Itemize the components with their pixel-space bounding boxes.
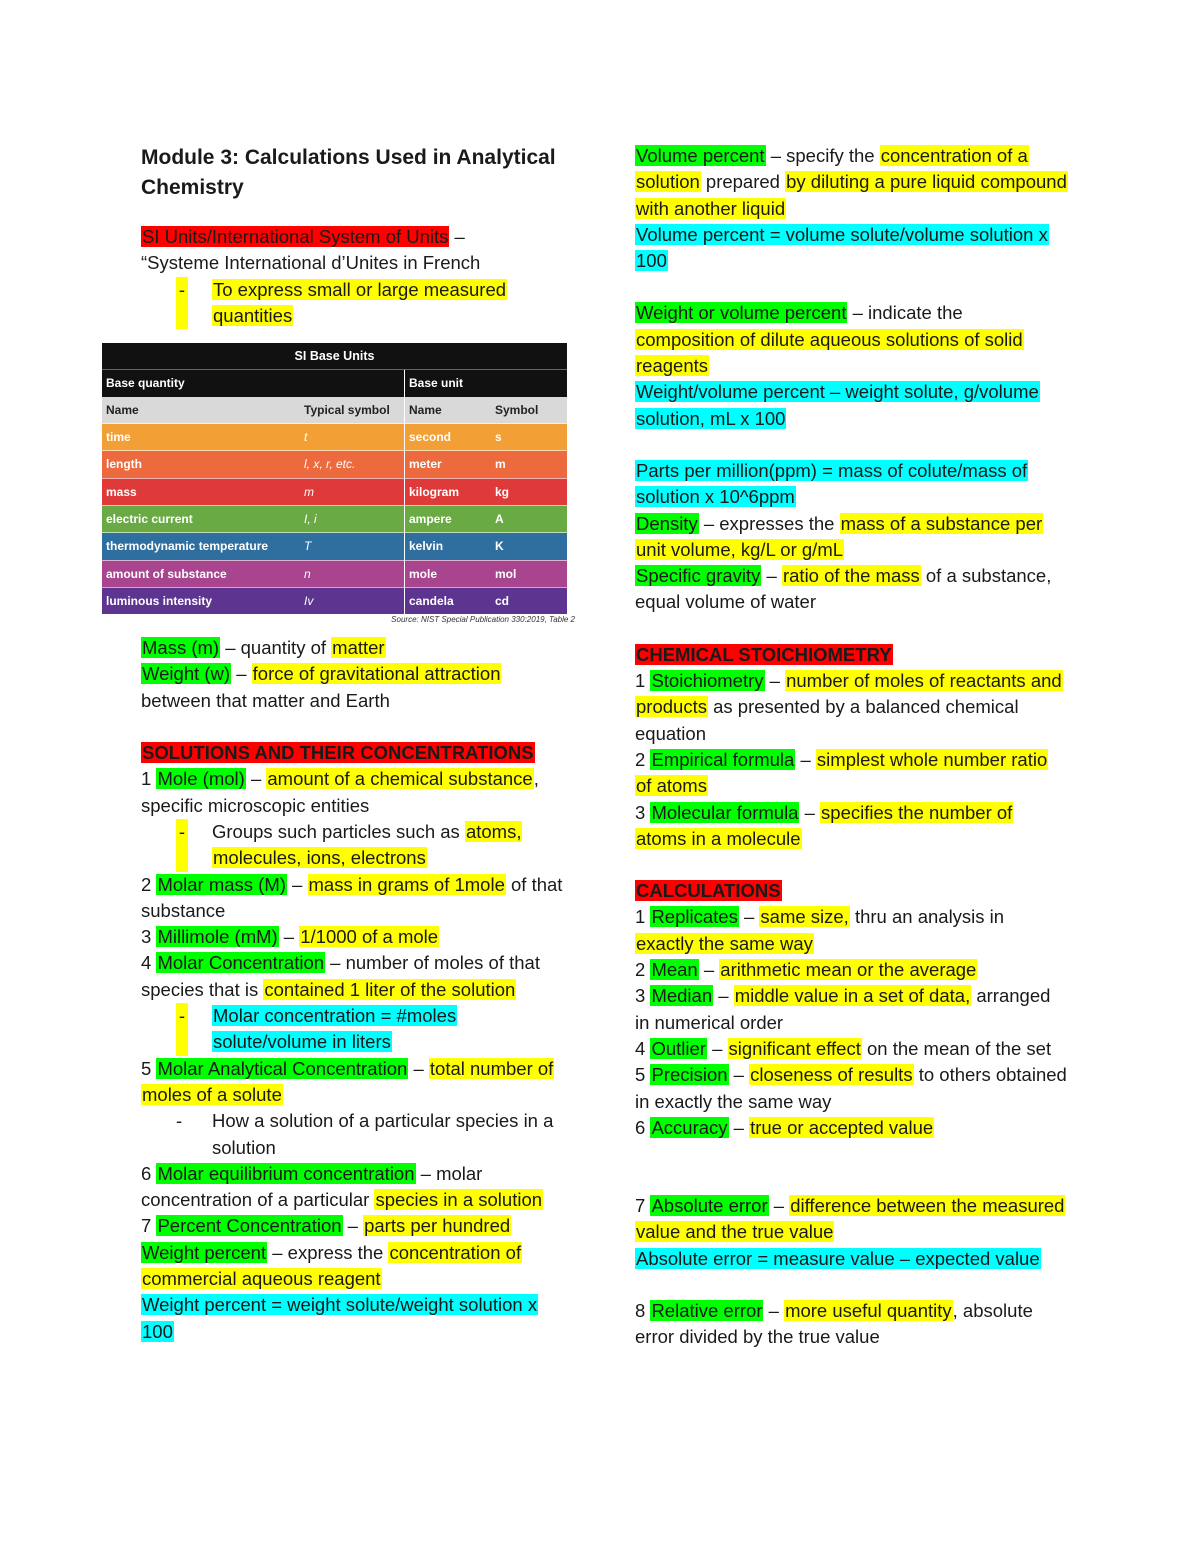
quantity-cell: thermodynamic temperature [102, 533, 300, 560]
table-row [102, 560, 567, 587]
molar-mass-paragraph [141, 872, 571, 925]
bullet-dash: - [176, 1003, 188, 1056]
empirical-formula-term: Empirical formula [651, 748, 795, 770]
molar-concentration-dash: – [325, 952, 346, 974]
accuracy-term: Accuracy [651, 1116, 728, 1138]
table-row [102, 451, 567, 478]
unit-cell: meter [405, 451, 492, 478]
absolute-error-term: Absolute error [651, 1195, 768, 1217]
symbol-cell: m [491, 451, 567, 478]
median-paragraph [635, 983, 1067, 1036]
specific-gravity-highlight: ratio of the mass [782, 565, 920, 587]
molecular-formula-term: Molecular formula [651, 801, 799, 823]
bullet-dash: - [176, 819, 188, 872]
mole-dash: – [245, 768, 267, 790]
ppm-formula-paragraph [635, 458, 1067, 511]
ppm-formula: Parts per million(ppm) = mass of colute/mass of solution x 10^6ppm [636, 459, 1028, 508]
specific-gravity-paragraph [635, 563, 1067, 616]
percent-concentration-term: Percent Concentration [157, 1215, 342, 1237]
replicates-highlight: exactly the same way [636, 932, 813, 954]
density-term: Density [636, 512, 698, 534]
quantity-cell: electric current [102, 505, 300, 532]
density-highlight: mass of a substance per unit volume, kg/L or g/mL [636, 512, 1043, 560]
unit-cell: kelvin [405, 533, 492, 560]
molar-concentration-text: number of moles [345, 952, 484, 974]
molar-concentration-term: Molar Concentration [157, 952, 325, 974]
density-text: – expresses the [698, 512, 840, 534]
volume-percent-highlight: concentration of a solution [636, 145, 1028, 193]
accuracy-paragraph [635, 1115, 1067, 1141]
absolute-error-paragraph [635, 1193, 1067, 1246]
quantity-cell: length [102, 451, 300, 478]
stoichiometry-term: Stoichiometry [651, 670, 764, 692]
precision-highlight: closeness of results [750, 1064, 913, 1086]
mean-highlight: arithmetic mean or the average [720, 959, 977, 981]
relative-error-dash: – [763, 1299, 785, 1321]
stoichiometry-highlight: number of moles of reactants and products [636, 670, 1062, 718]
weight-percent-formula: Weight percent = weight solute/weight solution x 100 [142, 1294, 538, 1342]
weight-percent-formula-paragraph [141, 1292, 571, 1345]
absolute-error-dash: – [768, 1195, 790, 1217]
mass-paragraph [141, 635, 571, 661]
table-column-header: Typical symbol [300, 397, 405, 424]
si-units-term: SI Units/International System of Units [142, 226, 449, 247]
precision-term: Precision [651, 1064, 728, 1086]
volume-percent-formula: Volume percent = volume solute/volume solution x 100 [636, 223, 1048, 272]
weight-percent-highlight: concentration of commercial aqueous reagent [142, 1241, 522, 1289]
median-text: arranged in numerical order [635, 985, 1051, 1033]
precision-dash: – [728, 1064, 750, 1086]
table-column-header: Name [405, 397, 492, 424]
stoichiometry-heading [635, 642, 1067, 668]
replicates-highlight: same size, [760, 906, 849, 928]
molar-analytical-highlight: total number of moles of a solute [142, 1057, 554, 1105]
mean-dash: – [698, 959, 720, 981]
molar-mass-highlight: mass in grams of 1mole [308, 873, 505, 895]
table-column-header: Symbol [491, 397, 567, 424]
empirical-formula-paragraph [635, 747, 1067, 800]
mole-text: , specific microscopic entities [141, 768, 539, 816]
specific-gravity-dash: – [761, 565, 782, 587]
millimole-dash: – [278, 926, 300, 948]
molar-concentration-formula: Molar concentration = #moles solute/volume in liters [213, 1005, 457, 1053]
absolute-error-formula: Absolute error = measure value – expected value [636, 1247, 1040, 1269]
weight-percent-term: Weight percent [142, 1241, 267, 1263]
unit-cell: ampere [405, 505, 492, 532]
outlier-paragraph [635, 1036, 1067, 1062]
molar-concentration-highlight: contained 1 liter of the solution [264, 978, 516, 1000]
mass-term: Mass (m) [142, 637, 220, 659]
table-row [102, 533, 567, 560]
percent-concentration-paragraph [141, 1213, 571, 1239]
precision-text: to others obtained in exactly the same way [635, 1064, 1067, 1112]
volume-percent-text: prepared [700, 171, 786, 193]
volume-percent-text: – specify the [765, 145, 880, 166]
item-number: 3 [635, 985, 651, 1007]
bullet-dash: - [176, 277, 188, 330]
molar-equilibrium-highlight: species in a solution [375, 1189, 543, 1211]
mole-paragraph [141, 766, 571, 819]
bullet-dash: - [176, 1110, 183, 1132]
stoichiometry-text: as presented by a balanced chemical equation [635, 696, 1019, 744]
table-row [102, 478, 567, 505]
item-number: 3 [141, 926, 157, 948]
table-column-header: Name [102, 397, 300, 424]
millimole-paragraph [141, 924, 571, 950]
si-units-paragraph [141, 224, 571, 277]
molar-concentration-bullet [176, 1003, 571, 1056]
mole-highlight: amount of a chemical substance [267, 768, 533, 790]
item-number: 6 [635, 1116, 651, 1138]
mass-text: – quantity of [220, 637, 332, 659]
relative-error-paragraph [635, 1298, 1067, 1351]
molar-analytical-paragraph [141, 1056, 571, 1109]
typical-symbol-cell: T [300, 533, 405, 560]
percent-concentration-highlight: parts per hundred [364, 1215, 511, 1237]
outlier-highlight: significant effect [728, 1037, 861, 1059]
stoichiometry-paragraph [635, 668, 1067, 747]
item-number: 7 [141, 1215, 157, 1237]
median-dash: – [713, 985, 734, 1007]
absolute-error-highlight: difference between the measured value and the true value [636, 1195, 1065, 1243]
table-source: Source: NIST Special Publication 330:2019, Table 2 [391, 615, 575, 625]
outlier-term: Outlier [651, 1037, 706, 1059]
relative-error-highlight: more useful quantity [785, 1299, 952, 1321]
accuracy-highlight: true or accepted value [750, 1116, 934, 1138]
item-number: 5 [141, 1057, 157, 1079]
mole-bullet [176, 819, 571, 872]
molecular-formula-highlight: specifies the number of atoms in a molecule [636, 801, 1013, 849]
symbol-cell: K [491, 533, 567, 560]
absolute-error-formula-paragraph [635, 1246, 1067, 1272]
molar-analytical-bullet-text: How a solution of a particular species in a solution [212, 1110, 554, 1158]
table-row [102, 505, 567, 532]
unit-cell: second [405, 424, 492, 451]
wv-percent-paragraph [635, 300, 1067, 379]
symbol-cell: kg [491, 478, 567, 505]
item-number: 5 [635, 1064, 651, 1086]
table-row [102, 424, 567, 451]
median-term: Median [651, 985, 713, 1007]
item-number: 8 [635, 1299, 651, 1321]
stoichiometry-heading-text: CHEMICAL STOICHIOMETRY [636, 643, 892, 665]
replicates-text: thru an analysis in [849, 906, 1005, 928]
quantity-cell: mass [102, 478, 300, 505]
outlier-text: on the mean of the set [861, 1037, 1052, 1059]
precision-paragraph [635, 1062, 1067, 1115]
volume-percent-formula-paragraph [635, 222, 1067, 275]
weight-highlight: force of gravitational attraction [252, 663, 501, 685]
item-number: 2 [635, 959, 651, 981]
specific-gravity-term: Specific gravity [636, 565, 761, 587]
volume-percent-term: Volume percent [636, 145, 765, 166]
wv-percent-highlight: composition of dilute aqueous solutions of solid reagents [636, 328, 1023, 377]
accuracy-dash: – [728, 1116, 750, 1138]
table-group-header: Base quantity [102, 370, 405, 397]
percent-concentration-dash: – [342, 1215, 364, 1237]
molar-concentration-paragraph [141, 950, 571, 1003]
mole-bullet-highlight: atoms, molecules, ions, electrons [213, 820, 522, 869]
item-number: 2 [635, 748, 651, 770]
left-column [106, 143, 575, 1345]
typical-symbol-cell: Iv [300, 587, 405, 614]
quantity-cell: time [102, 424, 300, 451]
wv-percent-formula: Weight/volume percent – weight solute, g/volume solution, mL x 100 [636, 381, 1039, 429]
molar-analytical-dash: – [408, 1057, 429, 1079]
volume-percent-highlight: by diluting a pure liquid compound with another liquid [636, 171, 1067, 219]
unit-cell: mole [405, 560, 492, 587]
item-number: 4 [141, 952, 157, 974]
si-base-units-table [102, 343, 567, 614]
table-body [102, 424, 567, 615]
weight-paragraph [141, 661, 571, 714]
relative-error-term: Relative error [651, 1299, 763, 1321]
specific-gravity-text: of a substance, equal volume of water [635, 565, 1052, 613]
molar-equilibrium-term: Molar equilibrium concentration [157, 1162, 415, 1184]
si-units-definition: “Systeme International d’Unites in French [141, 252, 481, 274]
typical-symbol-cell: I, i [300, 505, 405, 532]
symbol-cell: A [491, 505, 567, 532]
page-title: Module 3: Calculations Used in Analytical Chemistry [141, 146, 556, 199]
symbol-cell: cd [491, 587, 567, 614]
replicates-dash: – [738, 906, 760, 928]
solutions-heading-text: SOLUTIONS AND THEIR CONCENTRATIONS [142, 742, 534, 764]
quantity-cell: luminous intensity [102, 587, 300, 614]
si-units-dash: – [449, 226, 465, 247]
density-paragraph [635, 511, 1067, 564]
mean-paragraph [635, 957, 1067, 983]
molar-concentration-text: of that species that is [141, 952, 540, 1000]
item-number: 7 [635, 1195, 651, 1217]
outlier-dash: – [706, 1037, 728, 1059]
quantity-cell: amount of substance [102, 560, 300, 587]
molar-equilibrium-paragraph [141, 1161, 571, 1214]
typical-symbol-cell: t [300, 424, 405, 451]
table-row [102, 587, 567, 614]
weight-percent-text: – express the [267, 1241, 389, 1263]
item-number: 6 [141, 1162, 157, 1184]
si-units-bullet-text: To express small or large measured quantities [213, 278, 507, 326]
empirical-formula-dash: – [795, 748, 816, 770]
mean-term: Mean [651, 959, 698, 981]
wv-percent-text: – indicate the [847, 302, 963, 324]
relative-error-text: , absolute error divided by the true value [635, 1299, 1033, 1348]
median-highlight: middle value in a set of data, [734, 985, 971, 1007]
unit-cell: kilogram [405, 478, 492, 505]
molar-analytical-bullet [176, 1108, 571, 1161]
molar-mass-text: of that substance [141, 873, 563, 921]
molar-mass-term: Molar mass (M) [157, 873, 286, 895]
calculations-heading-text: CALCULATIONS [636, 880, 781, 902]
solutions-heading [141, 740, 571, 766]
weight-percent-paragraph [141, 1240, 571, 1293]
symbol-cell: mol [491, 560, 567, 587]
weight-dash: – [231, 663, 252, 685]
right-column [635, 143, 1067, 1351]
replicates-paragraph [635, 904, 1067, 957]
volume-percent-paragraph [635, 143, 1067, 222]
wv-percent-formula-paragraph [635, 379, 1067, 432]
empirical-formula-highlight: simplest whole number ratio of atoms [636, 748, 1048, 797]
item-number: 2 [141, 873, 157, 895]
item-number: 3 [635, 801, 651, 823]
table-group-header: Base unit [405, 370, 568, 397]
item-number: 1 [635, 670, 651, 692]
symbol-cell: s [491, 424, 567, 451]
table-caption: SI Base Units [102, 343, 567, 370]
millimole-highlight: 1/1000 of a mole [300, 926, 439, 948]
typical-symbol-cell: n [300, 560, 405, 587]
mole-term: Mole (mol) [157, 768, 245, 790]
mass-highlight: matter [332, 637, 385, 659]
typical-symbol-cell: m [300, 478, 405, 505]
item-number: 1 [635, 906, 651, 928]
replicates-term: Replicates [651, 906, 738, 928]
millimole-term: Millimole (mM) [157, 926, 278, 948]
item-number: 4 [635, 1037, 651, 1059]
si-units-bullet [176, 277, 571, 330]
wv-percent-term: Weight or volume percent [636, 302, 847, 324]
item-number: 1 [141, 768, 157, 790]
molar-mass-dash: – [286, 873, 308, 895]
molecular-formula-dash: – [799, 801, 821, 823]
mole-bullet-text: Groups such particles such as [212, 820, 465, 842]
molar-analytical-term: Molar Analytical Concentration [157, 1057, 408, 1079]
calculations-heading [635, 878, 1067, 904]
unit-cell: candela [405, 587, 492, 614]
typical-symbol-cell: l, x, r, etc. [300, 451, 405, 478]
weight-term: Weight (w) [142, 663, 231, 685]
stoichiometry-dash: – [764, 670, 786, 692]
weight-text: between that matter and Earth [141, 689, 390, 711]
molar-equilibrium-text: – molar concentration of a particular [141, 1162, 483, 1211]
molecular-formula-paragraph [635, 800, 1067, 853]
